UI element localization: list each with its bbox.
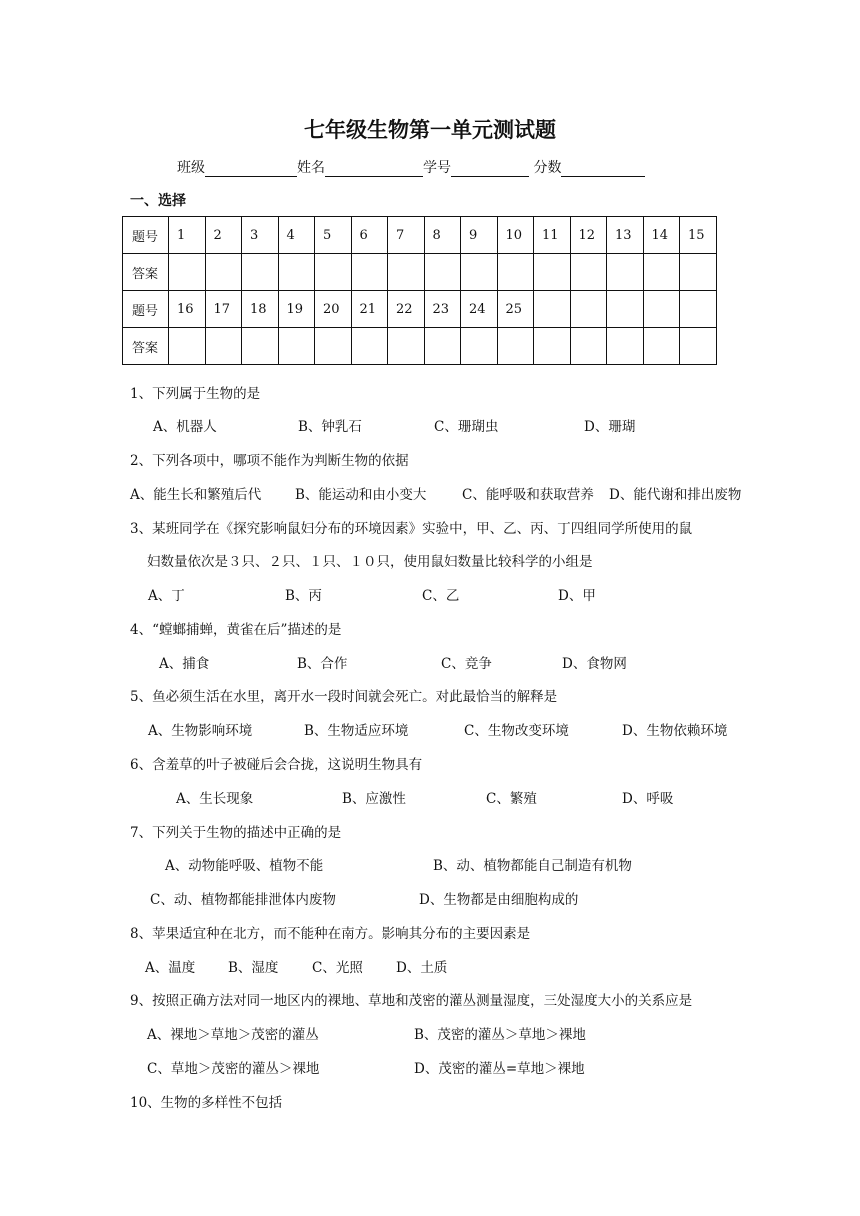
number-field[interactable] bbox=[451, 161, 529, 177]
answer-cell[interactable] bbox=[205, 254, 242, 291]
question-number: 15 bbox=[680, 217, 717, 254]
answer-cell[interactable] bbox=[278, 254, 315, 291]
option: C、繁殖 bbox=[486, 791, 537, 807]
option: B、合作 bbox=[297, 656, 348, 672]
question-number: 24 bbox=[461, 291, 498, 328]
option: D、生物都是由细胞构成的 bbox=[419, 892, 579, 908]
answer-cell[interactable] bbox=[242, 254, 279, 291]
option: A、生长现象 bbox=[176, 791, 254, 807]
answer-cell[interactable] bbox=[570, 254, 607, 291]
answer-cell[interactable] bbox=[680, 328, 717, 365]
answer-cell[interactable] bbox=[388, 254, 425, 291]
question-stem: 3、某班同学在《探究影响鼠妇分布的环境因素》实验中，甲、乙、丙、丁四组同学所使用的鼠 bbox=[130, 521, 693, 537]
name-field[interactable] bbox=[325, 161, 423, 177]
option: A、丁 bbox=[148, 588, 185, 604]
option: B、茂密的灌丛＞草地＞裸地 bbox=[414, 1027, 586, 1043]
question-stem: 4、“螳螂捕蝉，黄雀在后”描述的是 bbox=[130, 622, 342, 638]
option: C、竞争 bbox=[441, 656, 492, 672]
question-number: 21 bbox=[351, 291, 388, 328]
answer-cell[interactable] bbox=[497, 328, 534, 365]
question-number: 1 bbox=[169, 217, 206, 254]
answer-cell[interactable] bbox=[570, 328, 607, 365]
option: D、甲 bbox=[558, 588, 596, 604]
table-row bbox=[123, 291, 717, 328]
question-number: 22 bbox=[388, 291, 425, 328]
option: D、呼吸 bbox=[622, 791, 674, 807]
option: A、捕食 bbox=[159, 656, 210, 672]
question-number: 11 bbox=[534, 217, 571, 254]
option: A、能生长和繁殖后代 bbox=[130, 487, 262, 503]
question-number bbox=[570, 291, 607, 328]
answer-cell[interactable] bbox=[278, 328, 315, 365]
question-number: 17 bbox=[205, 291, 242, 328]
answer-label: 答案 bbox=[123, 254, 169, 291]
answer-cell[interactable] bbox=[169, 254, 206, 291]
answer-cell[interactable] bbox=[205, 328, 242, 365]
question-number: 23 bbox=[424, 291, 461, 328]
option: B、能运动和由小变大 bbox=[295, 487, 427, 503]
option: D、珊瑚 bbox=[584, 419, 636, 435]
question-stem: 8、苹果适宜种在北方，而不能种在南方。影响其分布的主要因素是 bbox=[130, 926, 531, 942]
answer-cell[interactable] bbox=[643, 328, 680, 365]
answer-cell[interactable] bbox=[315, 328, 352, 365]
answer-cell[interactable] bbox=[388, 328, 425, 365]
answer-cell[interactable] bbox=[351, 328, 388, 365]
question-stem: 7、下列关于生物的描述中正确的是 bbox=[130, 825, 342, 841]
question-number: 8 bbox=[424, 217, 461, 254]
option: A、裸地＞草地＞茂密的灌丛 bbox=[147, 1027, 319, 1043]
option: C、能呼吸和获取营养 bbox=[462, 487, 594, 503]
question-number: 12 bbox=[570, 217, 607, 254]
question-number: 14 bbox=[643, 217, 680, 254]
question-stem: 2、下列各项中，哪项不能作为判断生物的依据 bbox=[130, 453, 409, 469]
question-stem: 6、含羞草的叶子被碰后会合拢，这说明生物具有 bbox=[130, 757, 423, 773]
option: C、珊瑚虫 bbox=[434, 419, 499, 435]
option: A、机器人 bbox=[153, 419, 217, 435]
question-number: 19 bbox=[278, 291, 315, 328]
answer-cell[interactable] bbox=[680, 254, 717, 291]
answer-cell[interactable] bbox=[534, 328, 571, 365]
answer-cell[interactable] bbox=[643, 254, 680, 291]
header-label: 题号 bbox=[123, 291, 169, 328]
class-field[interactable] bbox=[205, 161, 297, 177]
class-label: 班级 bbox=[177, 160, 205, 176]
answer-cell[interactable] bbox=[534, 254, 571, 291]
question-number: 4 bbox=[278, 217, 315, 254]
question-number: 7 bbox=[388, 217, 425, 254]
question-number: 3 bbox=[242, 217, 279, 254]
option: B、丙 bbox=[285, 588, 322, 604]
option: B、钟乳石 bbox=[298, 419, 362, 435]
option: C、动、植物都能排泄体内废物 bbox=[150, 892, 336, 908]
answer-cell[interactable] bbox=[607, 328, 644, 365]
question-number: 20 bbox=[315, 291, 352, 328]
answer-cell[interactable] bbox=[424, 254, 461, 291]
answer-table bbox=[122, 216, 717, 365]
table-row bbox=[123, 328, 717, 365]
option: A、生物影响环境 bbox=[148, 723, 253, 739]
question-number: 18 bbox=[242, 291, 279, 328]
option: B、生物适应环境 bbox=[304, 723, 409, 739]
number-label: 学号 bbox=[423, 160, 451, 176]
option: D、能代谢和排出废物 bbox=[609, 487, 742, 503]
answer-cell[interactable] bbox=[461, 328, 498, 365]
option: D、食物网 bbox=[562, 656, 627, 672]
option: A、动物能呼吸、植物不能 bbox=[165, 858, 324, 874]
option: C、光照 bbox=[312, 960, 363, 976]
option: B、湿度 bbox=[228, 960, 279, 976]
question-number bbox=[680, 291, 717, 328]
option: C、生物改变环境 bbox=[464, 723, 569, 739]
question-number bbox=[643, 291, 680, 328]
question-number bbox=[534, 291, 571, 328]
question-number: 10 bbox=[497, 217, 534, 254]
answer-label: 答案 bbox=[123, 328, 169, 365]
answer-cell[interactable] bbox=[351, 254, 388, 291]
question-stem: 1、下列属于生物的是 bbox=[130, 386, 261, 402]
option: A、温度 bbox=[145, 960, 196, 976]
answer-cell[interactable] bbox=[497, 254, 534, 291]
answer-cell[interactable] bbox=[607, 254, 644, 291]
question-number: 25 bbox=[497, 291, 534, 328]
question-number bbox=[607, 291, 644, 328]
answer-cell[interactable] bbox=[315, 254, 352, 291]
score-field[interactable] bbox=[561, 161, 645, 177]
option: D、茂密的灌丛=草地＞裸地 bbox=[414, 1061, 585, 1077]
table-row bbox=[123, 254, 717, 291]
option: B、动、植物都能自己制造有机物 bbox=[433, 858, 632, 874]
question-number: 5 bbox=[315, 217, 352, 254]
question-number: 9 bbox=[461, 217, 498, 254]
question-stem-continued: 妇数量依次是３只、２只、１只、１０只，使用鼠妇数量比较科学的小组是 bbox=[147, 554, 593, 570]
page-title: 七年级生物第一单元测试题 bbox=[304, 118, 556, 142]
score-label: 分数 bbox=[533, 160, 562, 176]
question-number: 6 bbox=[351, 217, 388, 254]
answer-cell[interactable] bbox=[461, 254, 498, 291]
question-number: 2 bbox=[205, 217, 242, 254]
question-stem: 5、鱼必须生活在水里，离开水一段时间就会死亡。对此最恰当的解释是 bbox=[130, 689, 558, 705]
question-stem: 9、按照正确方法对同一地区内的裸地、草地和茂密的灌丛测量湿度，三处湿度大小的关系应是 bbox=[130, 993, 693, 1009]
question-number: 16 bbox=[169, 291, 206, 328]
option: B、应激性 bbox=[342, 791, 406, 807]
section-heading: 一、选择 bbox=[130, 193, 186, 209]
question-stem: 10、生物的多样性不包括 bbox=[130, 1095, 283, 1111]
question-number: 13 bbox=[607, 217, 644, 254]
header-label: 题号 bbox=[123, 217, 169, 254]
answer-cell[interactable] bbox=[169, 328, 206, 365]
name-label: 姓名 bbox=[297, 160, 325, 176]
option: C、草地＞茂密的灌丛＞裸地 bbox=[147, 1061, 320, 1077]
option: D、生物依赖环境 bbox=[622, 723, 728, 739]
answer-cell[interactable] bbox=[242, 328, 279, 365]
table-row bbox=[123, 217, 717, 254]
option: D、土质 bbox=[396, 960, 448, 976]
answer-cell[interactable] bbox=[424, 328, 461, 365]
option: C、乙 bbox=[422, 588, 460, 604]
student-info-line bbox=[177, 157, 645, 177]
